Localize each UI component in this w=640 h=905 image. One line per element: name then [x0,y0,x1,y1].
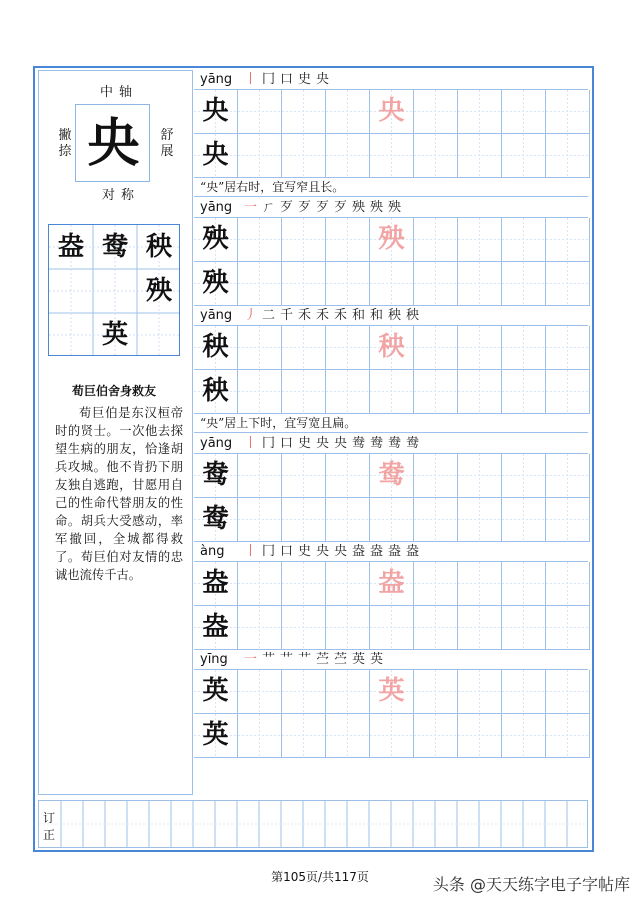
practice-row [194,714,588,758]
practice-cell[interactable] [326,370,370,414]
stroke-step: 口 [280,72,297,87]
stroke-step: 史 [298,72,315,87]
stroke-step: 苎 [334,652,351,667]
practice-cell[interactable] [370,562,414,606]
practice-cell[interactable] [502,498,546,542]
practice-cell[interactable] [326,562,370,606]
stroke-step: 冂 [262,72,279,87]
reference-char: 央 [378,96,405,126]
stroke-step: 和 [370,308,387,323]
compound-grid [48,224,180,356]
stroke-step: 禾 [316,308,333,323]
practice-cell[interactable] [458,326,502,370]
practice-cell[interactable] [546,606,590,650]
pinyin: yāng [200,436,233,451]
practice-row [194,326,588,370]
stroke-step: 盎 [388,544,405,559]
practice-cell[interactable] [370,326,414,370]
practice-cell[interactable] [414,326,458,370]
practice-cell[interactable] [414,454,458,498]
practice-cell[interactable] [370,218,414,262]
model-char: 殃 [202,224,229,254]
practice-cell[interactable] [414,606,458,650]
grid-char-2: 鸯 [101,232,128,262]
practice-cell[interactable] [370,606,414,650]
practice-cell[interactable] [282,562,326,606]
practice-cell[interactable] [458,670,502,714]
practice-row [194,562,588,606]
stroke-step: 艹 [280,652,297,667]
stroke-order [244,198,406,217]
practice-cell[interactable] [502,670,546,714]
stroke-step: 秧 [406,308,423,323]
practice-cell[interactable] [326,714,370,758]
correction-label: 订正 [42,811,55,842]
model-char: 英 [202,676,229,706]
practice-cell[interactable] [282,498,326,542]
practice-cell[interactable] [502,90,546,134]
stroke-step: 一 [244,652,261,667]
stroke-step: 一 [244,200,261,215]
stroke-step: 鸯 [406,436,423,451]
practice-cell[interactable] [194,134,238,178]
practice-cell[interactable] [326,134,370,178]
practice-cell[interactable] [238,262,282,306]
practice-row [194,218,588,262]
stroke-step: 央 [334,544,351,559]
pinyin: àng [200,544,225,559]
practice-row [194,262,588,306]
pinyin: yīng [200,652,228,667]
reference-char: 秧 [378,332,405,362]
practice-cell[interactable] [194,454,238,498]
practice-cell[interactable] [194,262,238,306]
stroke-step: 殃 [370,200,387,215]
practice-area [194,70,588,797]
practice-cell[interactable] [282,90,326,134]
model-char: 盎 [202,612,229,642]
stroke-step: 央 [316,544,333,559]
stroke-step: 歹 [298,200,315,215]
model-char: 央 [202,96,229,126]
practice-cell[interactable] [414,498,458,542]
model-char: 鸯 [202,504,229,534]
stroke-step: 口 [280,436,297,451]
model-char: 英 [202,720,229,750]
stroke-step: 盎 [370,544,387,559]
practice-cell[interactable] [326,606,370,650]
practice-cell[interactable] [282,218,326,262]
model-char: 央 [202,140,229,170]
label-right: 舒展 [160,128,174,159]
model-char: 盎 [202,568,229,598]
stroke-step: 鸯 [352,436,369,451]
stroke-order [244,70,334,89]
practice-cell[interactable] [238,562,282,606]
stroke-step: ㄏ [262,200,279,215]
practice-cell[interactable] [546,454,590,498]
practice-cell[interactable] [326,454,370,498]
practice-cell[interactable] [326,670,370,714]
stroke-step: 艹 [298,652,315,667]
pinyin-row [194,434,588,454]
practice-cell[interactable] [282,326,326,370]
practice-cell[interactable] [370,454,414,498]
stroke-step: 秧 [388,308,405,323]
practice-cell[interactable] [194,562,238,606]
pinyin-row [194,70,588,90]
practice-cell[interactable] [546,90,590,134]
page-number: 第105页/共117页 [271,870,369,884]
stroke-step: 冂 [262,436,279,451]
story-text: 荀巨伯是东汉桓帝时的贤士。一次他去探望生病的朋友，恰逢胡兵攻城。他不肯扔下朋友独自逃跑，甘愿用自己的性命代替朋友的性命。胡兵大受感动，率军撤回，全城都得救了。荀巨伯对友情的忠诚也流传千古。 [55,406,183,582]
practice-cell[interactable] [458,90,502,134]
stroke-step: 史 [298,436,315,451]
stroke-step: 二 [262,308,279,323]
practice-cell[interactable] [502,370,546,414]
stroke-step: 千 [280,308,297,323]
practice-cell[interactable] [458,498,502,542]
practice-cell[interactable] [414,714,458,758]
stroke-step: 丨 [244,544,261,559]
stroke-step: 丿 [244,308,261,323]
practice-cell[interactable] [458,134,502,178]
story-title: 荀巨伯舍身救友 [71,384,156,398]
pinyin-row [194,306,588,326]
practice-cell[interactable] [194,714,238,758]
stroke-step: 鸯 [370,436,387,451]
practice-cell[interactable] [546,670,590,714]
stroke-step: 英 [352,652,369,667]
practice-cell[interactable] [458,562,502,606]
practice-cell[interactable] [326,326,370,370]
practice-cell[interactable] [282,134,326,178]
pinyin: yāng [200,200,233,215]
practice-cell[interactable] [194,218,238,262]
practice-cell[interactable] [194,670,238,714]
practice-cell[interactable] [238,134,282,178]
practice-cell[interactable] [502,262,546,306]
practice-cell[interactable] [414,134,458,178]
stroke-step: 冂 [262,544,279,559]
practice-cell[interactable] [282,670,326,714]
practice-cell[interactable] [282,262,326,306]
practice-cell[interactable] [194,90,238,134]
practice-row [194,498,588,542]
practice-cell[interactable] [238,218,282,262]
practice-row [194,670,588,714]
stroke-step: 英 [370,652,387,667]
label-bottom: 对称 [102,188,141,203]
practice-cell[interactable] [414,262,458,306]
practice-cell[interactable] [502,454,546,498]
stroke-step: 央 [316,72,333,87]
correction-grid [39,801,587,847]
watermark: 头条 @天天练字电子字帖库 [432,875,630,894]
stroke-step: 丨 [244,72,261,87]
practice-cell[interactable] [370,262,414,306]
practice-cell[interactable] [238,670,282,714]
practice-cell[interactable] [370,370,414,414]
stroke-step: 歹 [334,200,351,215]
pinyin: yāng [200,308,233,323]
practice-row [194,90,588,134]
practice-cell[interactable] [502,606,546,650]
practice-cell[interactable] [194,326,238,370]
practice-cell[interactable] [238,326,282,370]
label-top: 中轴 [100,85,139,100]
practice-cell[interactable] [238,606,282,650]
stroke-step: 和 [352,308,369,323]
pinyin-row [194,198,588,218]
practice-cell[interactable] [502,562,546,606]
practice-cell[interactable] [546,370,590,414]
grid-char-1: 盎 [57,232,84,262]
practice-row [194,606,588,650]
practice-cell[interactable] [194,498,238,542]
stroke-step: 丨 [244,436,261,451]
practice-cell[interactable] [282,606,326,650]
practice-cell[interactable] [458,606,502,650]
stroke-order [244,434,424,453]
practice-cell[interactable] [414,218,458,262]
practice-row [194,134,588,178]
label-left: 撇捺 [58,128,72,159]
stroke-order [244,542,424,561]
practice-cell[interactable] [546,262,590,306]
practice-cell[interactable] [326,498,370,542]
practice-cell[interactable] [458,262,502,306]
practice-cell[interactable] [238,714,282,758]
practice-cell[interactable] [414,370,458,414]
practice-cell[interactable] [238,370,282,414]
practice-cell[interactable] [502,134,546,178]
practice-cell[interactable] [326,90,370,134]
practice-row [194,454,588,498]
practice-cell[interactable] [370,714,414,758]
grid-char-4: 殃 [145,276,172,306]
stroke-step: 央 [334,436,351,451]
practice-cell[interactable] [194,606,238,650]
reference-char: 殃 [378,224,405,254]
pinyin-row [194,650,588,670]
reference-char: 英 [378,676,405,706]
practice-cell[interactable] [458,714,502,758]
stroke-step: 禾 [334,308,351,323]
stroke-step: 歹 [280,200,297,215]
practice-cell[interactable] [326,262,370,306]
practice-cell[interactable] [370,134,414,178]
practice-cell[interactable] [238,90,282,134]
practice-cell[interactable] [458,454,502,498]
stroke-step: 禾 [298,308,315,323]
correction-box [38,800,588,848]
practice-cell[interactable] [502,218,546,262]
practice-cell[interactable] [282,454,326,498]
practice-cell[interactable] [546,498,590,542]
main-char: 央 [87,113,140,174]
pinyin: yāng [200,72,233,87]
stroke-step: 苎 [316,652,333,667]
stroke-step: 殃 [388,200,405,215]
reference-char: 盎 [378,568,405,598]
stroke-order [244,650,388,669]
stroke-step: 盎 [352,544,369,559]
practice-cell[interactable] [458,370,502,414]
practice-cell[interactable] [414,562,458,606]
stroke-step: 口 [280,544,297,559]
practice-cell[interactable] [370,90,414,134]
model-char: 秧 [202,332,229,362]
stroke-step: 史 [298,544,315,559]
practice-cell[interactable] [282,714,326,758]
model-char: 鸯 [202,460,229,490]
practice-cell[interactable] [546,714,590,758]
model-char: 秧 [202,376,229,406]
grid-char-3: 秧 [145,232,172,262]
stroke-order [244,306,424,325]
practice-cell[interactable] [502,714,546,758]
practice-cell[interactable] [458,218,502,262]
model-char: 殃 [202,268,229,298]
stroke-step: 鸯 [388,436,405,451]
practice-cell[interactable] [546,134,590,178]
stroke-step: 艹 [262,652,279,667]
practice-cell[interactable] [326,218,370,262]
practice-cell[interactable] [370,498,414,542]
writing-tip: “央”居右时，宜写窄且长。 [194,178,588,197]
stroke-step: 央 [316,436,333,451]
practice-cell[interactable] [282,370,326,414]
stroke-step: 歹 [316,200,333,215]
practice-cell[interactable] [194,370,238,414]
practice-cell[interactable] [238,498,282,542]
practice-cell[interactable] [546,562,590,606]
writing-tip: “央”居上下时，宜写宽且扁。 [194,414,588,433]
practice-cell[interactable] [414,670,458,714]
practice-row [194,370,588,414]
stroke-step: 盎 [406,544,423,559]
practice-cell[interactable] [414,90,458,134]
practice-cell[interactable] [546,218,590,262]
main-char-box [75,104,150,182]
pinyin-row [194,542,588,562]
grid-char-5: 英 [101,320,128,350]
reference-char: 鸯 [378,460,405,490]
practice-cell[interactable] [502,326,546,370]
practice-cell[interactable] [370,670,414,714]
practice-cell[interactable] [546,326,590,370]
stroke-step: 殃 [352,200,369,215]
practice-cell[interactable] [238,454,282,498]
